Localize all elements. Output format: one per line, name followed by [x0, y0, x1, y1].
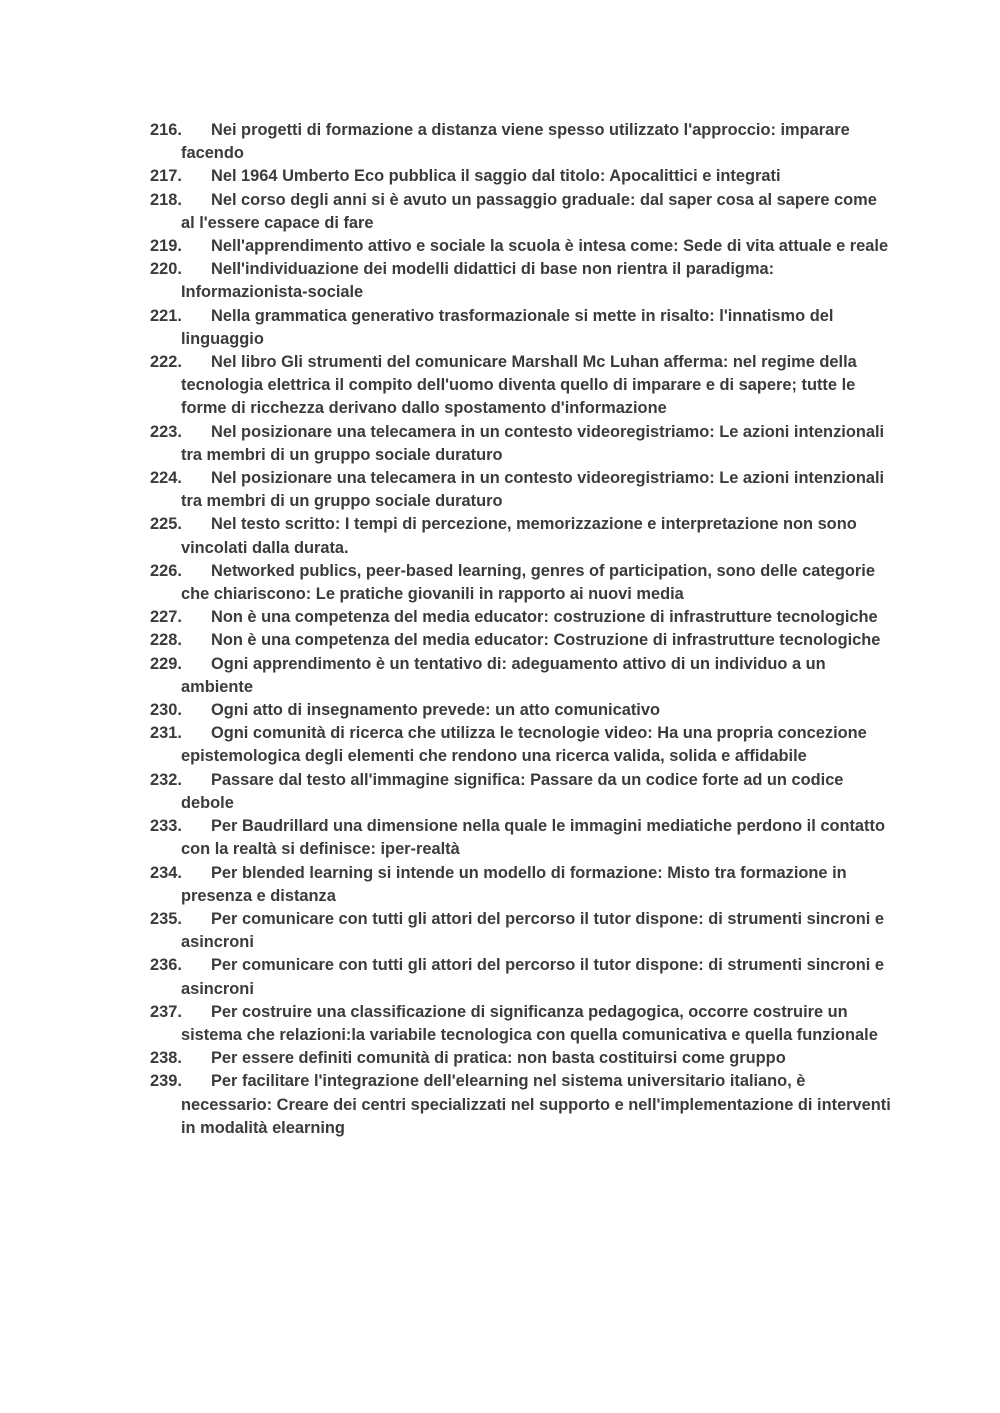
list-item	[150, 1070, 895, 1140]
item-text: Per comunicare con tutti gli attori del percorso il tutor dispone: di strumenti sincroni e asincroni	[181, 909, 885, 952]
list-item	[150, 769, 895, 815]
item-text: Per facilitare l'integrazione dell'elearning nel sistema universitario italiano, è necessario: Creare dei centri specializzati nel supporto e nell'implementazione di interventi in modalità elearning	[181, 1072, 891, 1137]
item-number: 219.	[150, 237, 182, 256]
item-text: Nel testo scritto: I tempi di percezione, memorizzazione e interpretazione non sono vincolati dalla durata.	[181, 515, 857, 557]
list-item	[150, 421, 895, 467]
list-item	[150, 467, 895, 513]
item-number: 231.	[150, 724, 182, 743]
item-text: Per costruire una classificazione di significanza pedagogica, occorre costruire un sistema che relazioni:la variabile tecnologica con quella comunicativa e quella funzionale	[181, 1002, 878, 1044]
list-item	[150, 165, 895, 188]
list-item	[150, 954, 895, 1000]
item-number: 229.	[150, 654, 182, 673]
item-number: 222.	[150, 353, 182, 372]
item-number: 218.	[150, 190, 182, 209]
question-answer-list	[150, 119, 895, 1140]
item-number: 216.	[150, 121, 182, 139]
item-text: Nella grammatica generativo trasformazionale si mette in risalto: l'innatismo del linguaggio	[181, 306, 834, 348]
item-number: 225.	[150, 515, 182, 534]
list-item	[150, 629, 895, 652]
item-text: Nel posizionare una telecamera in un contesto videoregistriamo: Le azioni intenzionali tra membri di un gruppo sociale duraturo	[181, 469, 885, 511]
item-text: Per essere definiti comunità di pratica: non basta costituirsi come gruppo	[211, 1049, 786, 1068]
item-number: 236.	[150, 956, 182, 975]
item-number: 217.	[150, 167, 182, 186]
item-text: Passare dal testo all'immagine significa: Passare da un codice forte ad un codice debole	[181, 770, 844, 812]
item-text: Ogni apprendimento è un tentativo di: adeguamento attivo di un individuo a un ambiente	[181, 654, 826, 696]
list-item	[150, 699, 895, 722]
list-item	[150, 1001, 895, 1047]
list-item	[150, 560, 895, 606]
item-text: Ogni atto di insegnamento prevede: un atto comunicativo	[211, 701, 660, 720]
item-text: Non è una competenza del media educator: Costruzione di infrastrutture tecnologiche	[211, 631, 881, 650]
list-item	[150, 862, 895, 908]
list-item	[150, 189, 895, 235]
item-number: 233.	[150, 817, 182, 836]
item-text: Non è una competenza del media educator: costruzione di infrastrutture tecnologiche	[211, 608, 878, 627]
list-item	[150, 305, 895, 351]
item-text: Per comunicare con tutti gli attori del percorso il tutor dispone: di strumenti sincroni e asincroni	[181, 956, 885, 998]
item-text: Nel libro Gli strumenti del comunicare Marshall Mc Luhan afferma: nel regime della tecnologia elettrica il compito dell'uomo diventa quello di imparare e di sapere; tutte le forme di ricchezza derivano dallo spostamento d'informazione	[181, 353, 857, 418]
item-number: 224.	[150, 469, 182, 488]
list-item	[150, 815, 895, 861]
item-number: 235.	[150, 909, 182, 928]
item-text: Per blended learning si intende un modello di formazione: Misto tra formazione in presenza e distanza	[181, 863, 847, 905]
item-number: 226.	[150, 561, 182, 580]
item-text: Ogni comunità di ricerca che utilizza le tecnologie video: Ha una propria concezione epistemologica degli elementi che rendono una ricerca valida, solida e affidabile	[181, 724, 867, 766]
item-text: Nel corso degli anni si è avuto un passaggio graduale: dal saper cosa al sapere come al l'essere capace di fare	[181, 190, 877, 232]
item-text: Nel posizionare una telecamera in un contesto videoregistriamo: Le azioni intenzionali tra membri di un gruppo sociale duraturo	[181, 422, 885, 464]
item-number: 228.	[150, 631, 182, 650]
item-number: 237.	[150, 1002, 182, 1021]
item-text: Networked publics, peer-based learning, genres of participation, sono delle categorie che chiariscono: Le pratiche giovanili in rapporto ai nuovi media	[181, 561, 875, 604]
item-number: 232.	[150, 770, 182, 789]
list-item	[150, 119, 895, 165]
list-item	[150, 606, 895, 629]
list-item	[150, 722, 895, 768]
item-text: Nell'individuazione dei modelli didattici di base non rientra il paradigma: Informazionista-sociale	[181, 260, 775, 302]
item-number: 238.	[150, 1049, 182, 1068]
list-item	[150, 513, 895, 559]
item-number: 239.	[150, 1072, 182, 1091]
item-number: 223.	[150, 422, 182, 441]
list-item	[150, 235, 895, 258]
list-item	[150, 258, 895, 304]
item-text: Nel 1964 Umberto Eco pubblica il saggio dal titolo: Apocalittici e integrati	[211, 167, 781, 186]
item-text: Per Baudrillard una dimensione nella quale le immagini mediatiche perdono il contatto con la realtà si definisce: iper-realtà	[181, 817, 885, 859]
item-text: Nei progetti di formazione a distanza viene spesso utilizzato l'approccio: imparare facendo	[181, 121, 850, 163]
item-number: 230.	[150, 701, 182, 720]
list-item	[150, 653, 895, 699]
item-number: 234.	[150, 863, 182, 882]
list-item	[150, 351, 895, 421]
item-number: 220.	[150, 260, 182, 279]
item-number: 227.	[150, 608, 182, 627]
item-number: 221.	[150, 306, 182, 325]
list-item	[150, 1047, 895, 1070]
list-item	[150, 908, 895, 954]
item-text: Nell'apprendimento attivo e sociale la scuola è intesa come: Sede di vita attuale e reale	[211, 237, 889, 256]
